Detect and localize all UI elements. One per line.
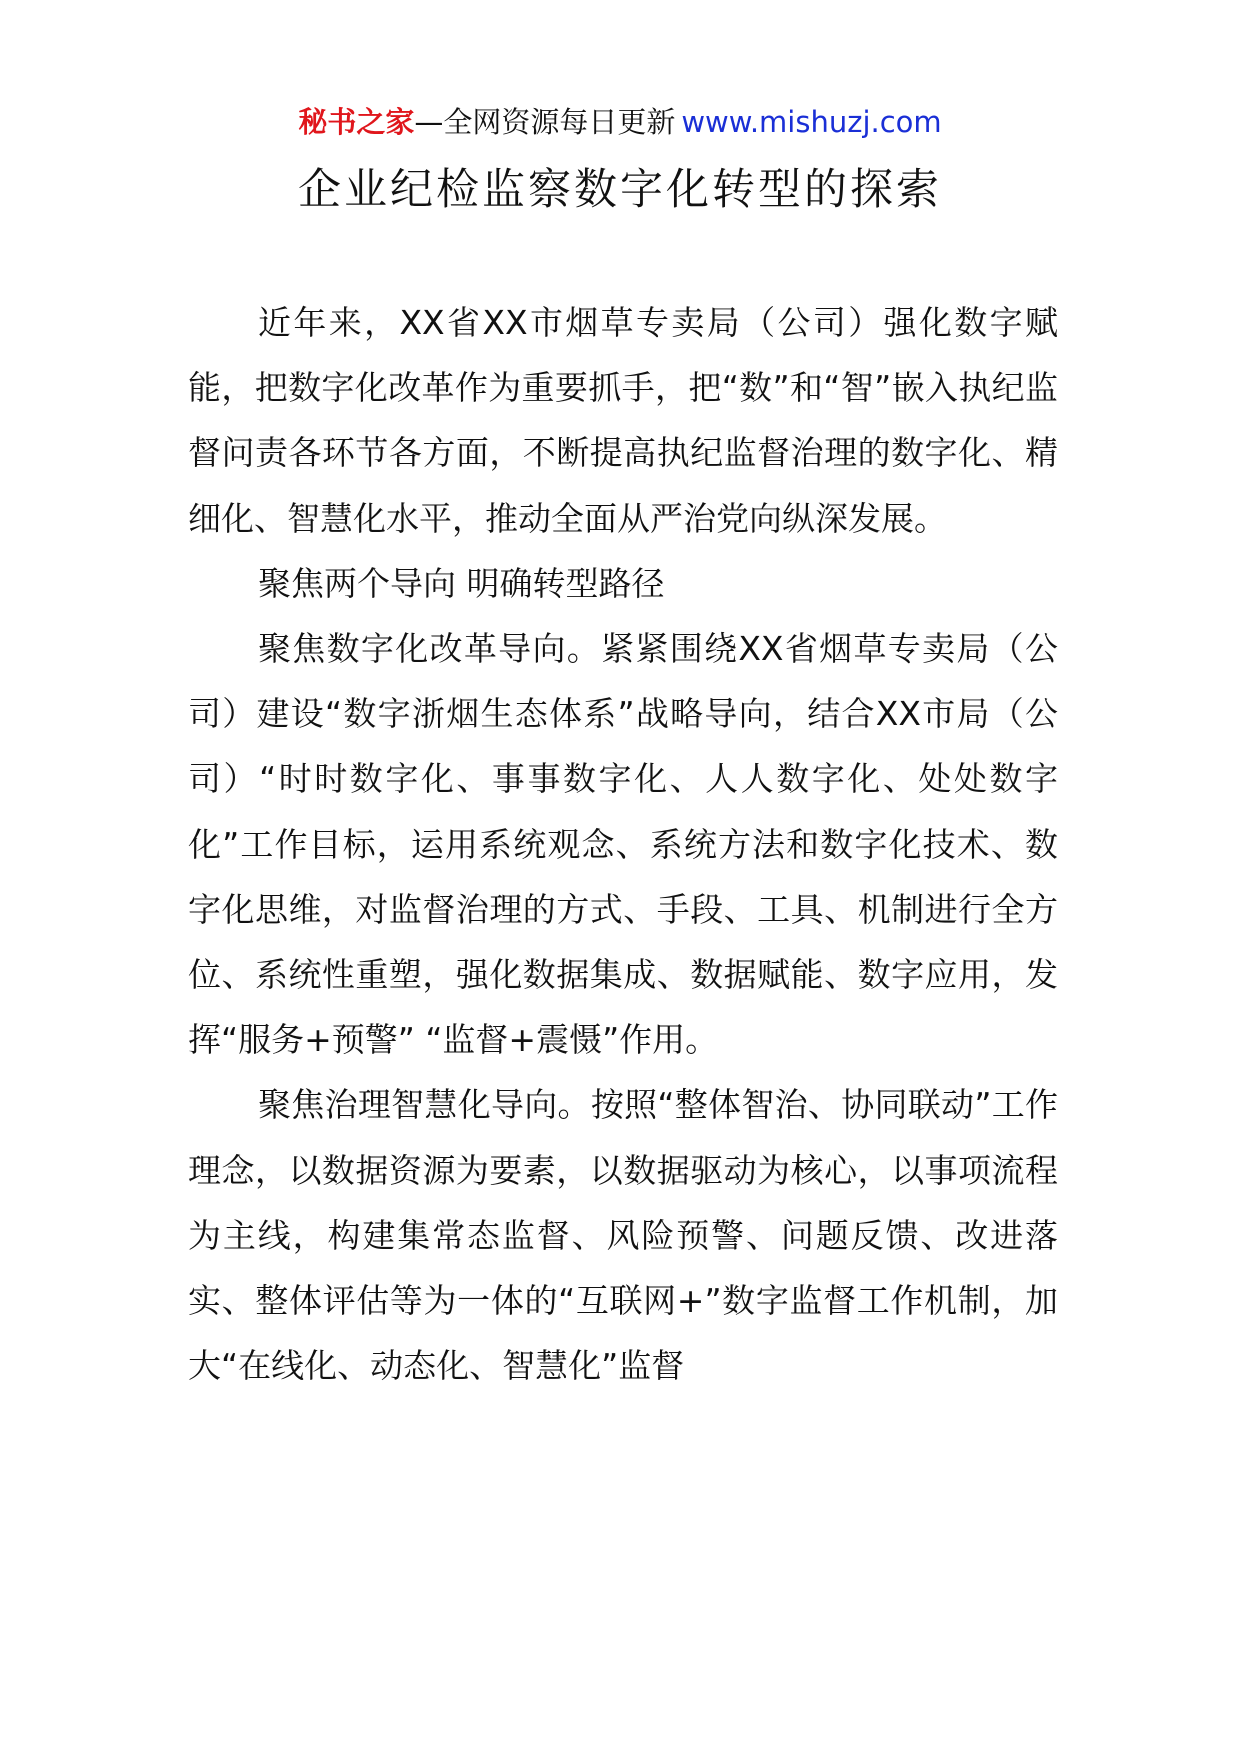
- document-body: [188, 290, 1058, 1398]
- paragraph-digital-reform: 聚焦数字化改革导向。紧紧围绕XX省烟草专卖局（公司）建设“数字浙烟生态体系”战略导向，结合XX市局（公司）“时时数字化、事事数字化、人人数字化、处处数字化”工作目标，运用系统观念、系统方法和数字化技术、数字化思维，对监督治理的方式、手段、工具、机制进行全方位、系统性重塑，强化数据集成、数据赋能、数字应用，发挥“服务+预警” “监督+震慑”作用。: [188, 629, 1058, 1060]
- paragraph-intro: 近年来，XX省XX市烟草专卖局（公司）强化数字赋能，把数字化改革作为重要抓手，把“数”和“智”嵌入执纪监督问责各环节各方面，不断提高执纪监督治理的数字化、精细化、智慧化水平，推动全面从严治党向纵深发展。: [188, 303, 1058, 538]
- site-brand: 秘书之家: [298, 105, 415, 139]
- site-header: [0, 102, 1240, 142]
- site-url-link[interactable]: www.mishuzj.com: [681, 105, 942, 139]
- section-heading: 聚焦两个导向 明确转型路径: [258, 563, 665, 603]
- site-tagline: —全网资源每日更新: [414, 105, 676, 139]
- document-title: 企业纪检监察数字化转型的探索: [298, 165, 942, 215]
- paragraph-smart-governance: 聚焦治理智慧化导向。按照“整体智治、协同联动”工作理念，以数据资源为要素，以数据驱动为核心，以事项流程为主线，构建集常态监督、风险预警、问题反馈、改进落实、整体评估等为一体的“互联网+”数字监督工作机制，加大“在线化、动态化、智慧化”监督: [188, 1085, 1058, 1386]
